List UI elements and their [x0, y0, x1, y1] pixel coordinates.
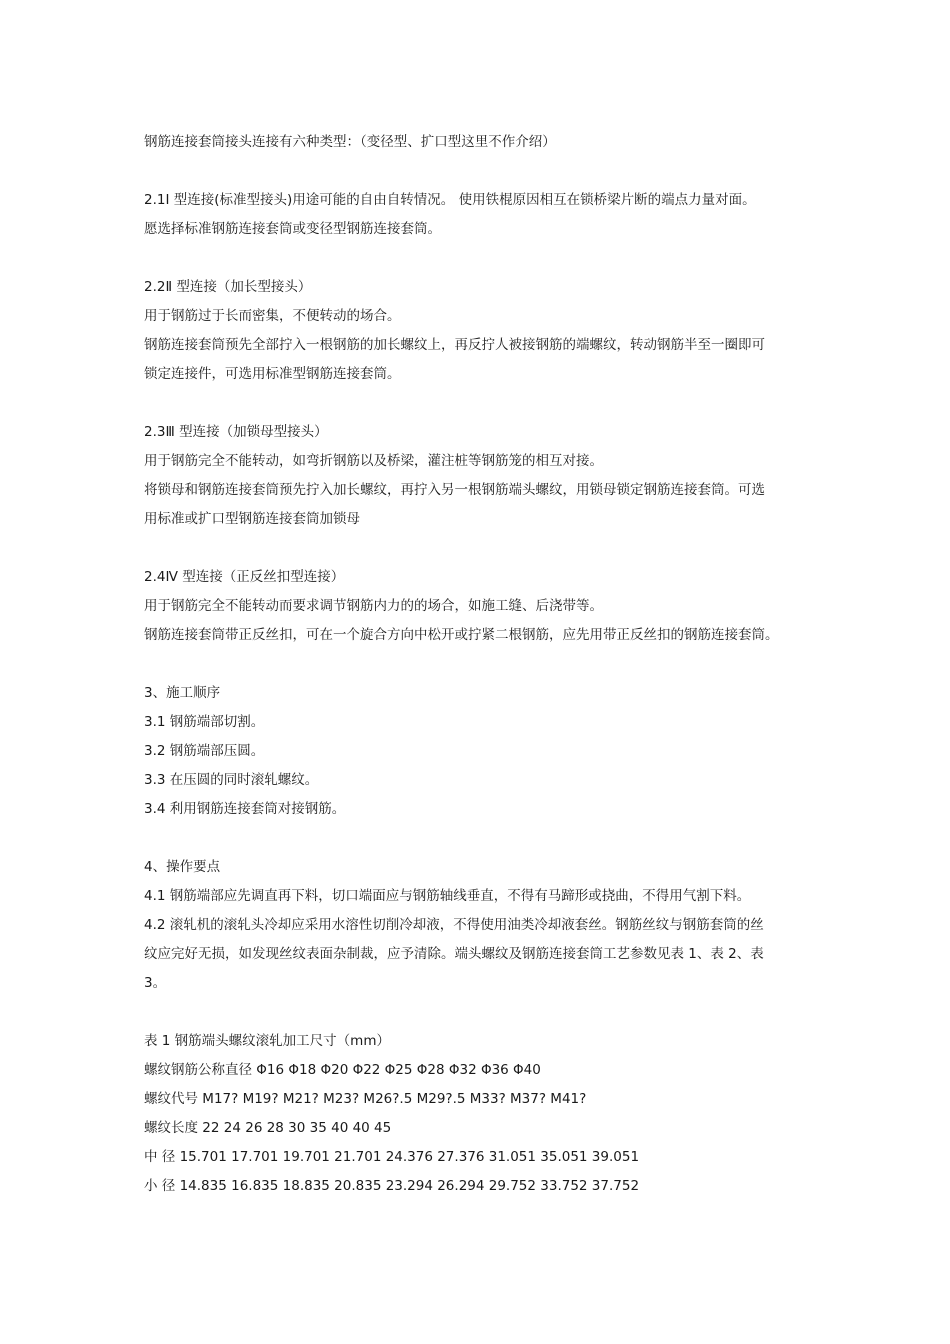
section-2-3-heading: 2.3Ⅲ 型连接（加锁母型接头）	[144, 424, 328, 440]
table-1-row-thread-length: 螺纹长度 22 24 26 28 30 35 40 40 45	[144, 1120, 392, 1136]
section-3-item-4: 3.4 利用钢筋连接套筒对接钢筋。	[144, 801, 346, 817]
section-4-item-2-line-1: 4.2 滚轧机的滚轧头冷却应采用水溶性切削冷却液，不得使用油类冷却液套丝。钢筋丝纹与钢筋套筒的丝	[144, 917, 764, 933]
table-1-row-thread-code: 螺纹代号 M17? M19? M21? M23? M26?.5 M29?.5 M33? M37? M41?	[144, 1091, 587, 1107]
section-2-2-heading: 2.2Ⅱ 型连接（加长型接头）	[144, 279, 312, 295]
spacer	[144, 824, 824, 853]
table-1-row-nominal-diameter: 螺纹钢筋公称直径 Φ16 Φ18 Φ20 Φ22 Φ25 Φ28 Φ32 Φ36 Φ40	[144, 1062, 541, 1078]
table-1-row-pitch-diameter: 中 径 15.701 17.701 19.701 21.701 24.376 27.376 31.051 35.051 39.051	[144, 1149, 640, 1165]
section-4-heading: 4、操作要点	[144, 859, 221, 875]
section-2-4-line-1: 用于钢筋完全不能转动而要求调节钢筋内力的的场合，如施工缝、后浇带等。	[144, 598, 603, 614]
section-3-item-2: 3.2 钢筋端部压圆。	[144, 743, 265, 759]
section-4-item-2-line-3: 3。	[144, 975, 167, 991]
section-3-item-1: 3.1 钢筋端部切割。	[144, 714, 265, 730]
section-2-4-line-2: 钢筋连接套筒带正反丝扣，可在一个旋合方向中松开或拧紧二根钢筋，应先用带正反丝扣的钢筋连接套筒。	[144, 627, 779, 643]
section-2-3-line-1: 用于钢筋完全不能转动，如弯折钢筋以及桥梁，灌注桩等钢筋笼的相互对接。	[144, 453, 603, 469]
section-2-1-line-1: 2.1Ⅰ 型连接(标准型接头)用途可能的自由自转情况。 使用铁棍原因相互在锁桥梁片断的端点力量对面。	[144, 192, 756, 208]
section-4-item-1: 4.1 钢筋端部应先调直再下料，切口端面应与钢筋轴线垂直，不得有马蹄形或挠曲，不得用气割下料。	[144, 888, 751, 904]
spacer	[144, 244, 824, 273]
spacer	[144, 534, 824, 563]
spacer	[144, 998, 824, 1027]
section-2-4-heading: 2.4Ⅳ 型连接（正反丝扣型连接）	[144, 569, 345, 585]
document-body	[144, 128, 824, 1201]
table-1-row-minor-diameter: 小 径 14.835 16.835 18.835 20.835 23.294 26.294 29.752 33.752 37.752	[144, 1178, 640, 1194]
spacer	[144, 389, 824, 418]
section-3-item-3: 3.3 在压圆的同时滚轧螺纹。	[144, 772, 319, 788]
section-2-2-line-2: 钢筋连接套筒预先全部拧入一根钢筋的加长螺纹上，再反拧人被接钢筋的端螺纹，转动钢筋半至一圈即可	[144, 337, 765, 353]
spacer	[144, 157, 824, 186]
section-2-2-line-1: 用于钢筋过于长而密集，不便转动的场合。	[144, 308, 401, 324]
intro-paragraph: 钢筋连接套筒接头连接有六种类型：（变径型、扩口型这里不作介绍）	[144, 134, 556, 150]
section-2-3-line-3: 用标准或扩口型钢筋连接套筒加锁母	[144, 511, 360, 527]
table-1-caption: 表 1 钢筋端头螺纹滚轧加工尺寸（mm）	[144, 1033, 390, 1049]
section-2-3-line-2: 将锁母和钢筋连接套筒预先拧入加长螺纹，再拧入另一根钢筋端头螺纹，用锁母锁定钢筋连接套筒。可选	[144, 482, 765, 498]
section-4-item-2-line-2: 纹应完好无损，如发现丝纹表面杂制裁，应予清除。端头螺纹及钢筋连接套筒工艺参数见表 1、表 2、表	[144, 946, 764, 962]
section-3-heading: 3、施工顺序	[144, 685, 221, 701]
spacer	[144, 650, 824, 679]
section-2-2-line-3: 锁定连接件，可选用标准型钢筋连接套筒。	[144, 366, 401, 382]
section-2-1-line-2: 愿选择标准钢筋连接套筒或变径型钢筋连接套筒。	[144, 221, 441, 237]
